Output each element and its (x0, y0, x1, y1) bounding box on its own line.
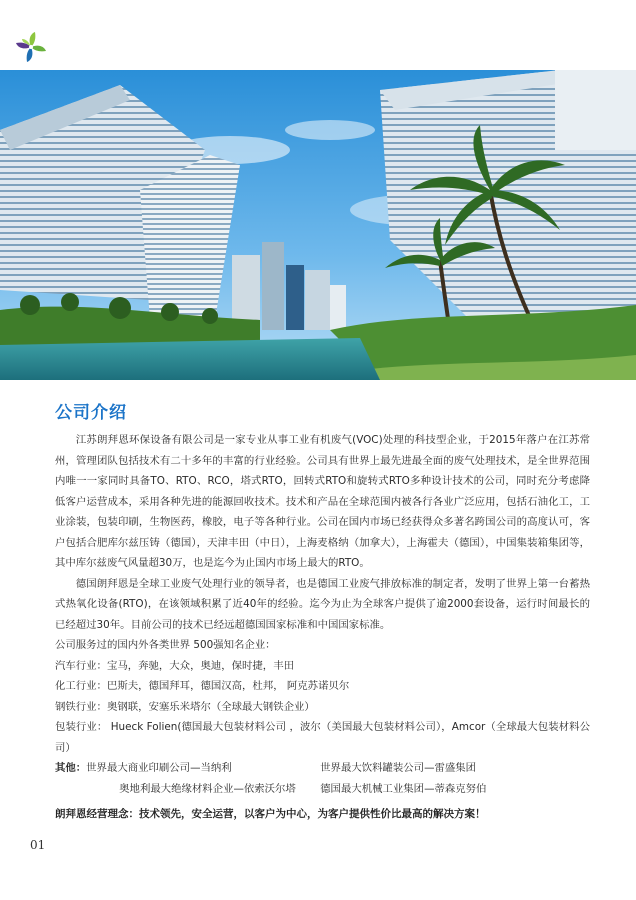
intro-paragraph-1: 江苏朗拜恩环保设备有限公司是一家专业从事工业有机废气(VOC)处理的科技型企业，于2015年落户在江苏常州，管理团队包括技术有二十多年的丰富的行业经验。公司具有世界上最先进最全面的废气处理技术，是全世界范围内唯一一家同时具备TO、RTO、RCO，塔式RTO，回转式RTO和旋转式RTO多种设计技术的公司，同时充分考虑降低客户运营成本，采用各种先进的能源回收技术。技术和产品在全球范围内被各行各业广泛应用，包括石油化工，工业涂装，包装印刷，生物医药，橡胶，电子等各种行业。公司在国内市场已经获得众多著名跨国公司的高度认可，客户包括合肥库尔兹压铸（德国），天津丰田（中日），上海麦格纳（加拿大），上海霍夫（德国），中国集装箱集团等，其中库尔兹废气风量超30万，也是迄今为止国内市场上最大的RTO。 (55, 434, 590, 569)
intro-paragraph-2: 德国朗拜恩是全球工业废气处理行业的领导者，也是德国工业废气排放标准的制定者，发明了世界上第一台蓄热式热氧化设备(RTO)，在该领域积累了近40年的经验。迄今为止为全球客户提供了逾2000套设备，运行时间最长的已经超过30年。目前公司的技术已经远超德国国家标准和中国国家标准。 (55, 577, 590, 631)
company-logo (14, 30, 48, 64)
page-number: 01 (30, 838, 46, 852)
clients-chemical: 化工行业：巴斯夫，德国拜耳，德国汉高，杜邦， 阿克苏诺贝尔 (55, 680, 350, 692)
section-title: 公司介绍 (55, 403, 127, 423)
leaf-pinwheel-icon (14, 30, 48, 64)
clients-intro: 公司服务过的国内外各类世界 500强知名企业： (55, 639, 276, 651)
clients-packaging: 包装行业： Hueck Folien(德国最大包装材料公司 ，波尔（美国最大包装材料公司），Amcor（全球最大包装材料公司） (55, 721, 590, 754)
others-item: 世界最大商业印刷公司—当纳利 (86, 762, 232, 774)
others-item: 世界最大饮料罐装公司—雷盛集团 (320, 762, 477, 774)
company-intro-body (55, 430, 590, 799)
clients-steel: 钢铁行业：奥钢联，安塞乐米塔尔（全球最大钢铁企业） (55, 700, 315, 713)
others-item: 德国最大机械工业集团—蒂森克努伯 (320, 782, 487, 795)
hero-photo (0, 70, 636, 380)
others-grid (86, 758, 560, 799)
clients-auto: 汽车行业：宝马，奔驰，大众，奥迪，保时捷，丰田 (55, 659, 294, 672)
clients-others (55, 758, 590, 799)
others-label: 其他： (55, 762, 87, 774)
others-item: 奥地利最大绝缘材料企业—依索沃尔塔 (119, 782, 296, 795)
business-philosophy: 朗拜恩经营理念：技术领先，安全运营，以客户为中心，为客户提供性价比最高的解决方案！ (55, 808, 486, 820)
